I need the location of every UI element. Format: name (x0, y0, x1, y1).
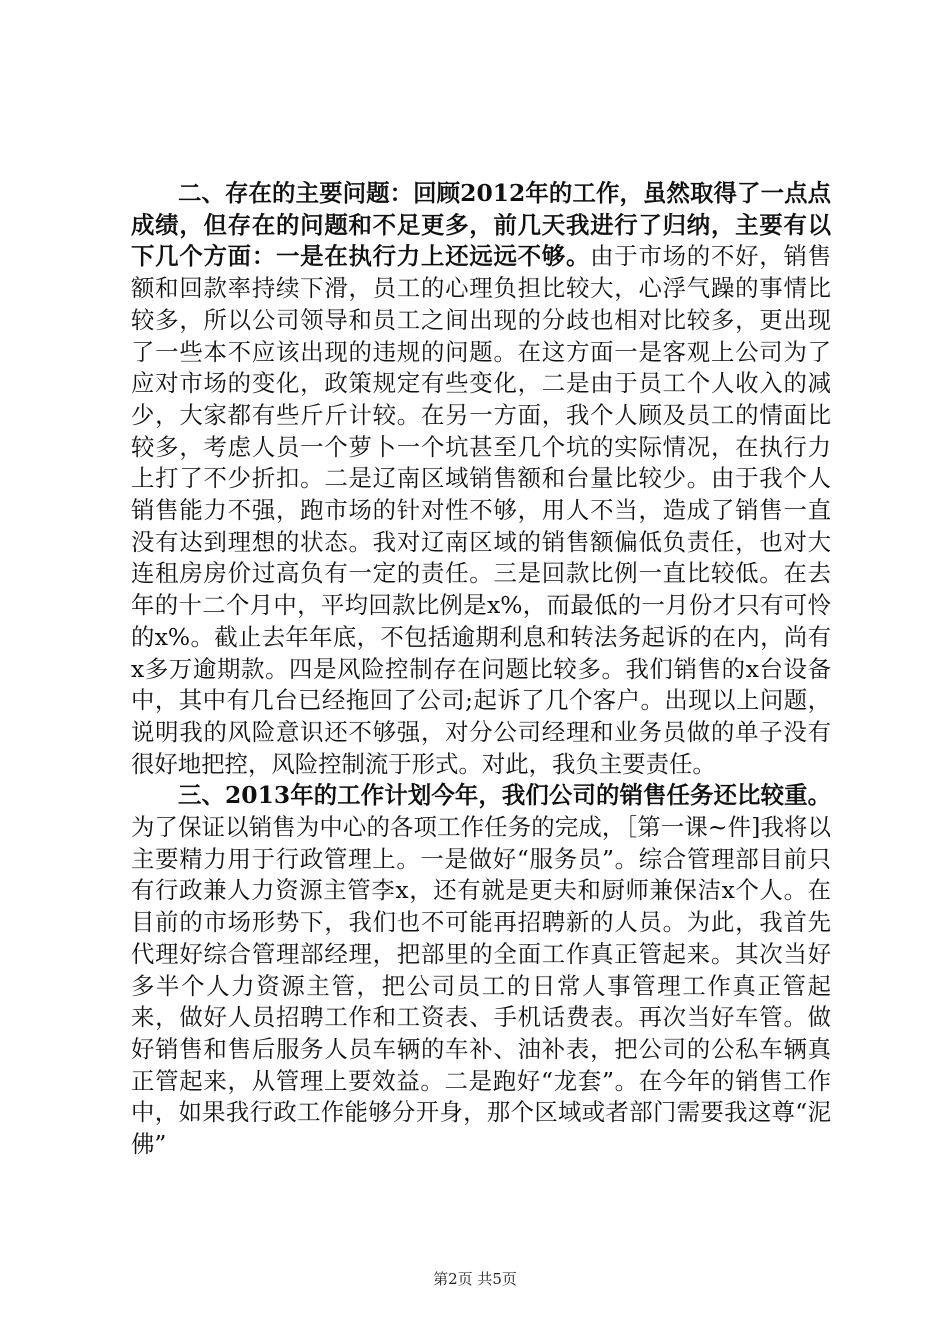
paragraph-problems-text: 由于市场的不好，销售额和回款率持续下滑，员工的心理负担比较大，心浮气躁的事情比较多，所以公司领导和员工之间出现的分歧也相对比较多，更出现了一些本不应该出现的违规的问题。在这方面一是客观上公司为了应对市场的变化，政策规定有些变化，二是由于员工个人收入的减少，大家都有些斤斤计较。在另一方面，我个人顾及员工的情面比较多，考虑人员一个萝卜一个坑甚至几个坑的实际情况，在执行力上打了不少折扣。二是辽南区域销售额和台量比较少。由于我个人销售能力不强，跑市场的针对性不够，用人不当，造成了销售一直没有达到理想的状态。我对辽南区域的销售额偏低负责任，也对大连租房房价过高负有一定的责任。三是回款比例一直比较低。在去年的十二个月中，平均回款比例是x%，而最低的一月份才只有可怜的x%。截止去年年底，不包括逾期利息和转法务起诉的在内，尚有x多万逾期款。四是风险控制存在问题比较多。我们销售的x台设备中，其中有几台已经拖回了公司;起诉了几个客户。出现以上问题，说明我的风险意识还不够强，对分公司经理和业务员做的单子没有很好地把控，风险控制流于形式。对此，我负主要责任。 (131, 242, 832, 778)
paragraph-plan-heading: 三、2013年的工作计划今年，我们公司的销售任务还比较重。 (178, 781, 831, 810)
paragraph-plan (131, 780, 831, 1160)
paragraph-problems-heading: 二、存在的主要问题：回顾2012年的工作，虽然取得了一点点成绩，但存在的问题和不足更多，前几天我进行了归纳，主要有以下几个方面：一是在执行力上还远远不够。 (131, 179, 831, 271)
document-body (131, 178, 831, 1161)
paragraph-plan-text: 为了保证以销售为中心的各项工作任务的完成，［第一课~件]我将以主要精力用于行政管理上。一是做好“服务员”。综合管理部目前只有行政兼人力资源主管李x，还有就是更夫和厨师兼保洁x个人。在目前的市场形势下，我们也不可能再招聘新的人员。为此，我首先代理好综合管理部经理，把部里的全面工作真正管起来。其次当好多半个人力资源主管，把公司员工的日常人事管理工作真正管起来，做好人员招聘工作和工资表、手机话费表。再次当好车管。做好销售和售后服务人员车辆的车补、油补表，把公司的公私车辆真正管起来，从管理上要效益。二是跑好“龙套”。在今年的销售工作中，如果我行政工作能够分开身，那个区域或者部门需要我这尊“泥佛” (131, 813, 831, 1159)
page-footer (0, 1268, 950, 1289)
page-total: 共5页 (477, 1270, 517, 1288)
page-number: 第2页 (433, 1270, 473, 1288)
paragraph-problems (131, 178, 831, 780)
